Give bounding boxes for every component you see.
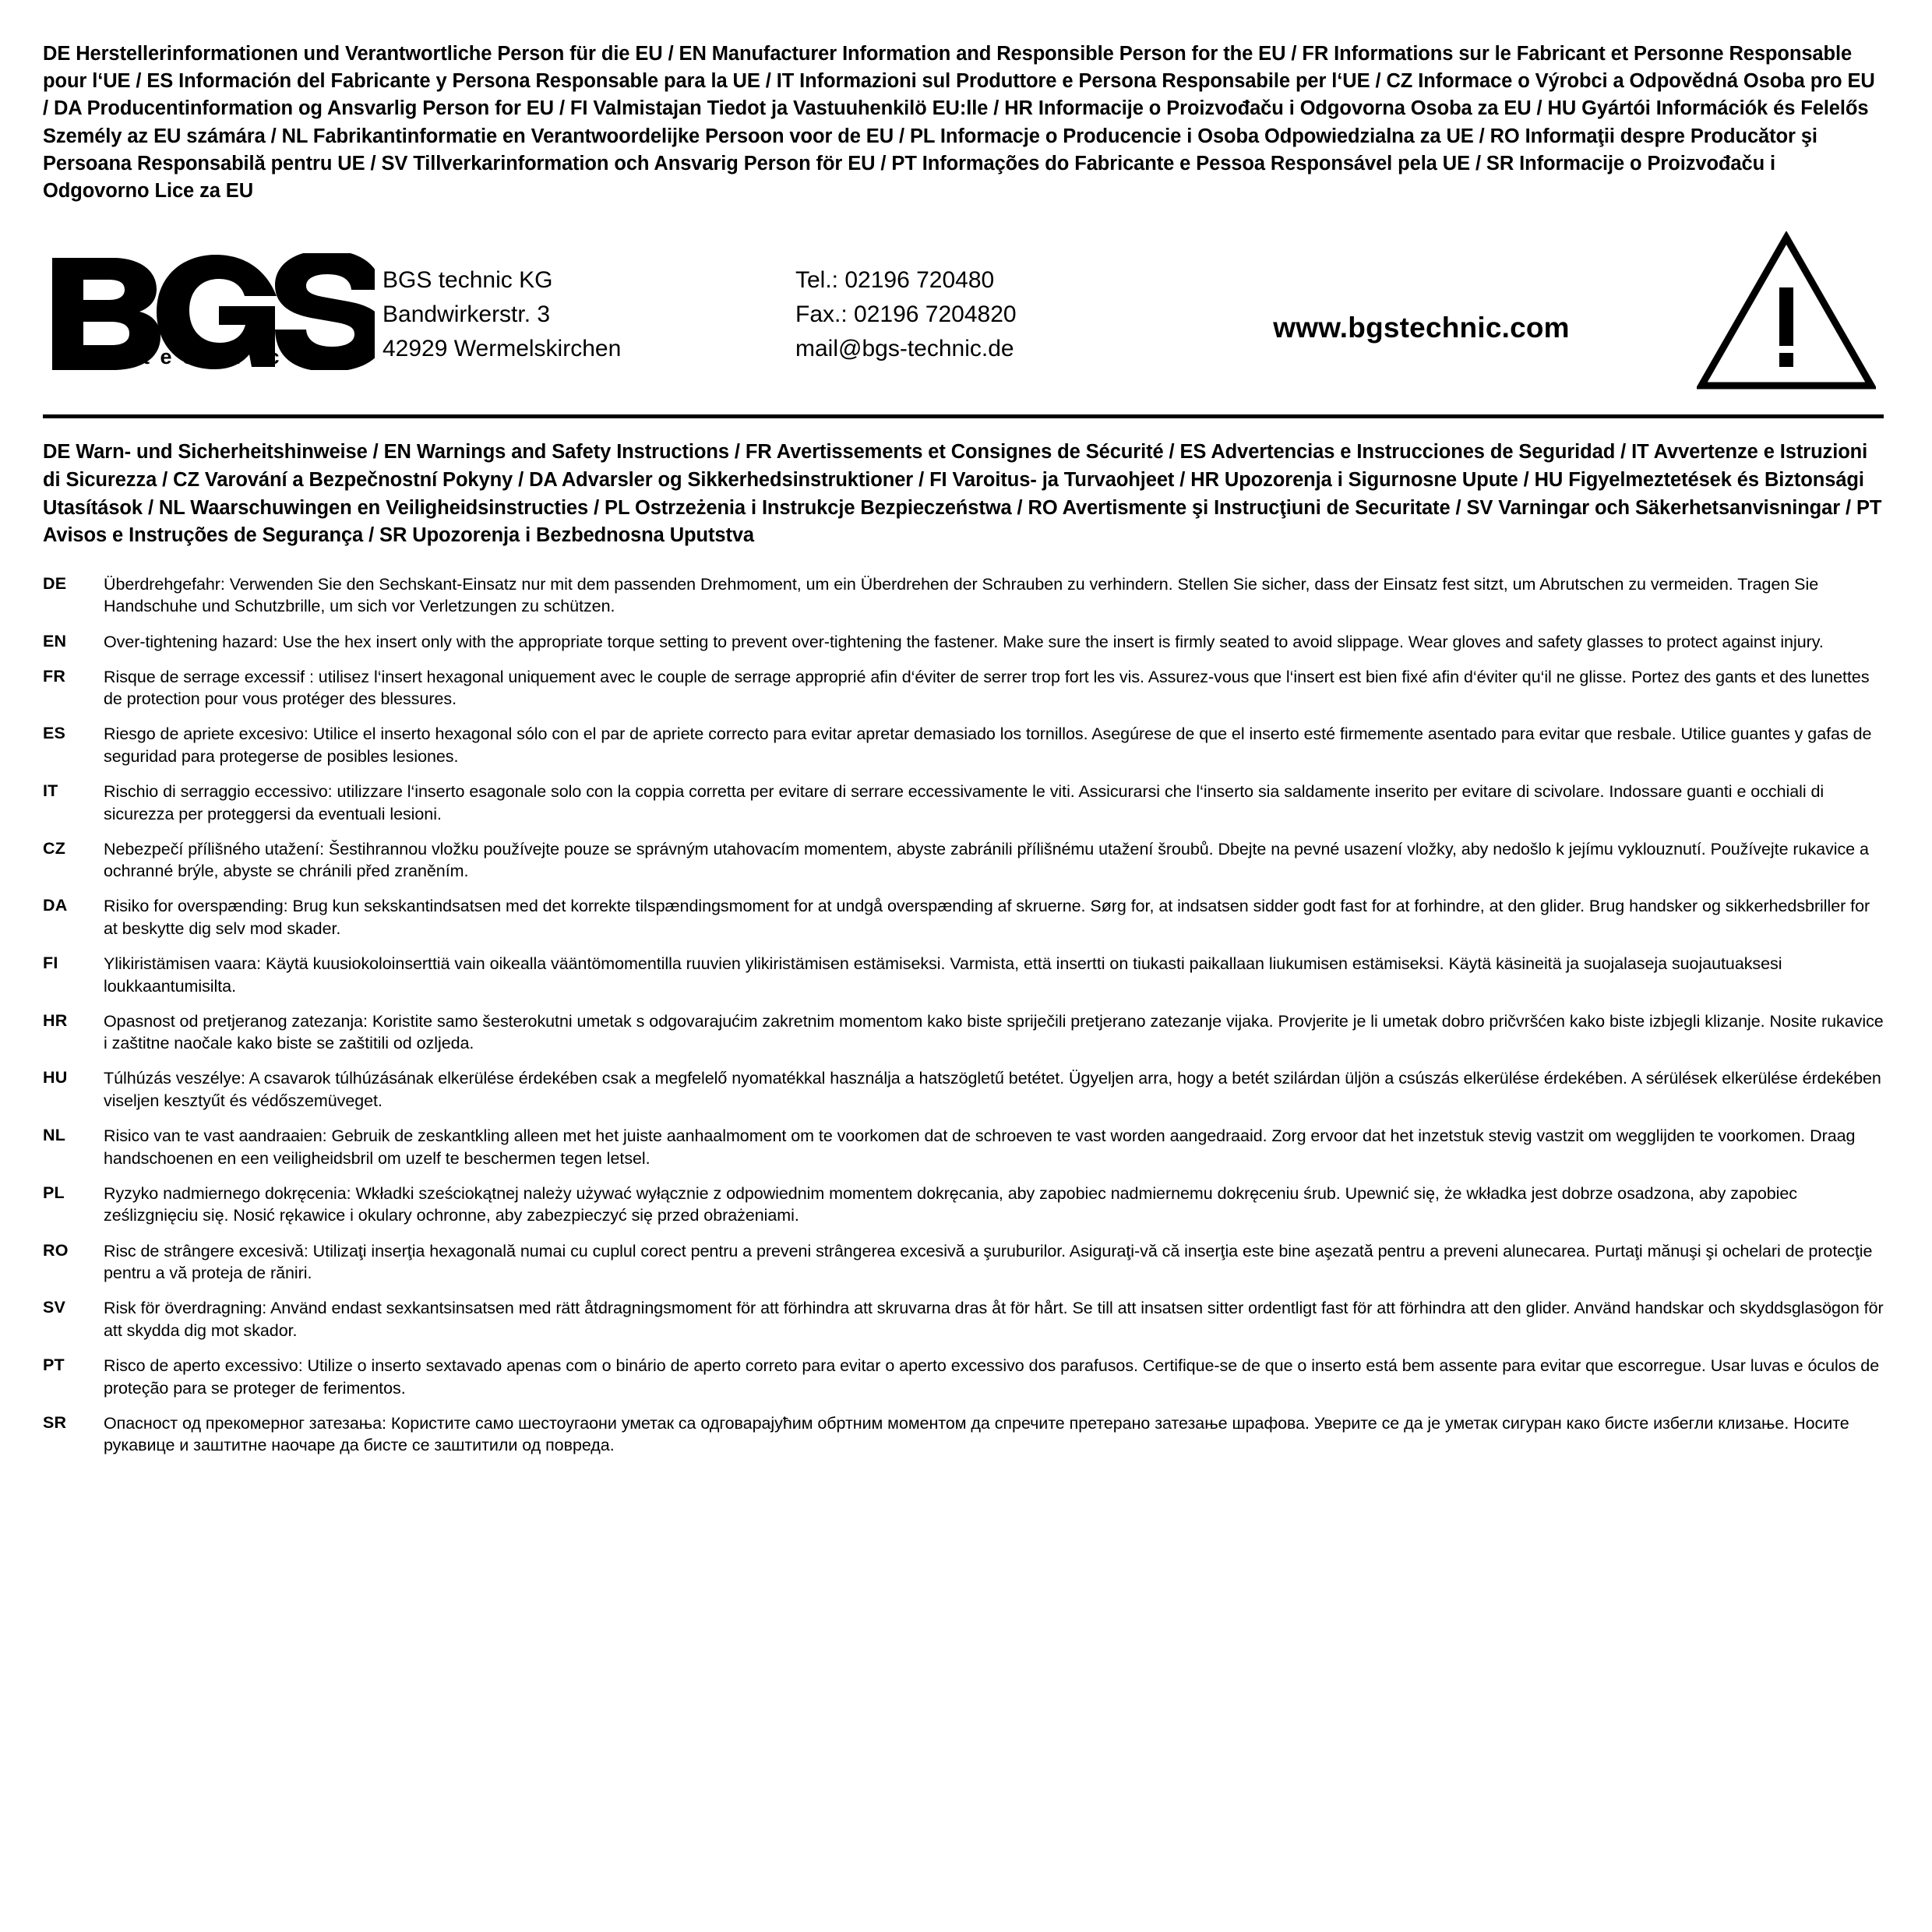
safety-entry-es xyxy=(43,723,1884,767)
safety-text: Risk för överdragning: Använd endast sexkantsinsatsen med rätt åtdragningsmoment för att förhindra att skruvarna dras åt för hårt. Se till att insatsen sitter ordentligt fast för att förhindra att den glider. Använd handskar och skyddsglasögon för att skydda dig mot skador. xyxy=(104,1299,1884,1340)
company-street: Bandwirkerstr. 3 xyxy=(383,301,551,327)
safety-entry-en xyxy=(43,631,1884,654)
safety-text: Überdrehgefahr: Verwenden Sie den Sechskant-Einsatz nur mit dem passenden Drehmoment, um ein Überdrehen der Schrauben zu verhindern. Stellen Sie sicher, dass der Einsatz fest sitzt, um Abrutschen zu vermeiden. Tragen Sie Handschuhe und Schutzbrille, um sich vor Verletzungen zu schützen. xyxy=(104,574,1819,616)
company-contact xyxy=(795,257,1162,365)
language-code: CZ xyxy=(43,838,66,858)
safety-text: Risco de aperto excessivo: Utilize o inserto sextavado apenas com o binário de aperto correto para evitar o aperto excessivo dos parafusos. Certifique-se de que o inserto está bem assente para evitar que escorregue. Usar luvas e óculos de proteção para se proteger de ferimentos. xyxy=(104,1356,1880,1398)
bgs-logo-graphic xyxy=(48,253,375,370)
safety-text: Risc de strângere excesivă: Utilizaţi inserţia hexagonală numai cu cuplul corect pentru a preveni strângerea excesivă a şuruburilor. Asiguraţi-vă că inserţia este bine aşezată pentru a preveni alunecarea. Purtaţi mănuşi şi ochelari de protecţie pentru a vă proteja de răniri. xyxy=(104,1241,1873,1283)
safety-text: Riesgo de apriete excesivo: Utilice el inserto hexagonal sólo con el par de apriete correcto para evitar apretar demasiado los tornillos. Asegúrese de que el inserto esté firmemente asentado para evitar que resbale. Utilice guantes y gafas de seguridad para protegerse de posibles lesiones. xyxy=(104,724,1872,766)
language-code: IT xyxy=(43,781,58,801)
language-code: DA xyxy=(43,896,68,915)
company-city: 42929 Wermelskirchen xyxy=(383,335,622,361)
manufacturer-info-heading: DE Herstellerinformationen und Verantwortliche Person für die EU / EN Manufacturer Information and Responsible Person for the EU / FR Informations sur le Fabricant et Personne Responsable pour l‘UE / ES Información del Fabricante y Persona Responsable para la UE / IT Informazioni sul Produttore e Persona Responsabile per l‘UE / CZ Informace o Výrobci a Odpovědná Osoba pro EU / DA Producentinformation og Ansvarlig Person for EU / FI Valmistajan Tiedot ja Vastuuhenkilö EU:lle / HR Informacije o Proizvođaču i Odgovorna Osoba za EU / HU Gyártói Információk és Felelős Személy az EU számára / NL Fabrikantinformatie en Verantwoordelijke Persoon voor de EU / PL Informacje o Producencie i Osoba Odpowiedzialna za UE / RO Informaţii despre Producător şi Persoana Responsabilă pentru UE / SV Tillverkarinformation och Ansvarig Person för EU / PT Informações do Fabricante e Pessoa Responsável pela UE / SR Informacije o Proizvođaču i Odgovorno Lice za EU xyxy=(43,43,1875,202)
language-code: SV xyxy=(43,1298,66,1317)
warning-triangle-graphic xyxy=(1697,231,1876,391)
safety-text: Rischio di serraggio eccessivo: utilizzare l‘inserto esagonale solo con la coppia corretta per evitare di serrare eccessivamente le viti. Assicurarsi che l‘inserto sia saldamente inserito per evitare di scivolare. Indossare guanti e occhiali di sicurezza per proteggersi da eventuali lesioni. xyxy=(104,782,1824,823)
safety-text: Opasnost od pretjeranog zatezanja: Koristite samo šesterokutni umetak s odgovarajućim zakretnim momentom kako biste spriječili pretjerano zatezanje vijaka. Provjerite je li umetak dobro pričvršćen kako biste izbjegli klizanje. Nosite rukavice i zaštitne naočale kako biste se zaštitili od ozljeda. xyxy=(104,1011,1884,1053)
safety-text: Risico van te vast aandraaien: Gebruik de zeskantkling alleen met het juiste aanhaalmoment om te voorkomen dat de schroeven te vast worden aangedraaid. Zorg ervoor dat het inzetstuk stevig vastzit om wegglijden te voorkomen. Draag handschoenen en een veiligheidsbril om uzelf te beschermen tegen letsel. xyxy=(104,1126,1856,1168)
safety-entry-pl xyxy=(43,1183,1884,1227)
safety-entry-hr xyxy=(43,1010,1884,1055)
bgs-logo xyxy=(43,253,383,370)
safety-text: Risque de serrage excessif : utilisez l‘insert hexagonal uniquement avec le couple de serrage approprié afin d‘éviter de serrer trop fort les vis. Assurez-vous que l‘insert est bien fixé afin d‘éviter qu‘il ne glisse. Portez des gants et des lunettes de protection pour vous protéger des blessures. xyxy=(104,667,1870,709)
language-code: HR xyxy=(43,1010,68,1030)
safety-text: Over-tightening hazard: Use the hex insert only with the appropriate torque setting to prevent over-tightening the fastener. Make sure the insert is firmly seated to avoid slippage. Wear gloves and safety glasses to protect against injury. xyxy=(104,632,1824,651)
company-website: www.bgstechnic.com xyxy=(1273,311,1570,344)
language-code: HU xyxy=(43,1068,68,1088)
safety-entry-it xyxy=(43,781,1884,825)
safety-entry-fi xyxy=(43,953,1884,997)
language-code: EN xyxy=(43,631,67,650)
safety-entry-cz xyxy=(43,838,1884,883)
safety-entry-pt xyxy=(43,1355,1884,1399)
language-code: NL xyxy=(43,1126,66,1145)
safety-entries-list xyxy=(43,573,1884,1457)
safety-text: Ylikiristämisen vaara: Käytä kuusiokoloinserttiä vain oikealla vääntömomentilla ruuvien ylikiristämisen estämiseksi. Varmista, että insertti on tiukasti paikallaan liukumisen estämiseksi. Käytä käsineitä ja suojalaseja suojautuaksesi loukkaantumisilta. xyxy=(104,954,1782,996)
safety-entry-da xyxy=(43,895,1884,940)
safety-text: Ryzyko nadmiernego dokręcenia: Wkładki sześciokątnej należy używać wyłącznie z odpowiednim momentem dokręcania, aby zapobiec nadmiernemu dokręceniu śrub. Upewnić się, że wkładka jest dobrze osadzona, aby zapobiec ześlizgnięciu się. Nosić rękawice i okulary ochronne, aby zabezpieczyć się przed obrażeniami. xyxy=(104,1183,1797,1225)
safety-entry-ro xyxy=(43,1240,1884,1285)
warning-triangle-icon xyxy=(1681,231,1884,391)
language-code: RO xyxy=(43,1240,69,1260)
language-code: PL xyxy=(43,1183,65,1202)
safety-text: Nebezpečí přílišného utažení: Šestihrannou vložku používejte pouze se správným utahovacím momentem, abyste zabránili přílišnému utažení šroubů. Dbejte na pevné usazení vložky, aby nedošlo k jejímu vyklouznutí. Používejte rukavice a ochranné brýle, abyste se chránili před zraněním. xyxy=(104,839,1869,881)
safety-entry-sv xyxy=(43,1297,1884,1341)
language-code: FR xyxy=(43,666,66,686)
language-code: PT xyxy=(43,1355,65,1374)
company-name: BGS technic KG xyxy=(383,266,553,293)
safety-entry-hu xyxy=(43,1067,1884,1112)
safety-entry-nl xyxy=(43,1125,1884,1169)
safety-text: Опасност од прекомерног затезања: Користите само шестоугаони уметак са одговарајућим обртним моментом да спречите претерано затезање шрафова. Уверите се да је уметак сигуран како бисте избегли клизање. Носите рукавице и заштитне наочаре да бисте се заштитили од повреда. xyxy=(104,1413,1849,1455)
company-email: mail@bgs-technic.de xyxy=(795,335,1014,361)
company-fax: Fax.: 02196 7204820 xyxy=(795,301,1017,327)
safety-entry-de xyxy=(43,573,1884,618)
safety-text: Túlhúzás veszélye: A csavarok túlhúzásának elkerülése érdekében csak a megfelelő nyomatékkal használja a hatszögletű betétet. Ügyeljen arra, hogy a betét szilárdan üljön a csúszás elkerülése érdekében. A sérülések elkerülése érdekében viseljen kesztyűt és védőszemüveget. xyxy=(104,1069,1881,1111)
company-address xyxy=(383,257,795,365)
company-header-band xyxy=(43,225,1884,418)
language-code: FI xyxy=(43,954,58,973)
svg-text:®: ® xyxy=(350,259,368,285)
safety-instructions-heading: DE Warn- und Sicherheitshinweise / EN Warnings and Safety Instructions / FR Avertissements et Consignes de Sécurité / ES Advertencias e Instrucciones de Seguridad / IT Avvertenze e Istruzioni di Sicurezza / CZ Varování a Bezpečnostní Pokyny / DA Advarsler og Sikkerhedsinstruktioner / FI Varoitus- ja Turvaohjeet / HR Upozorenja i Sigurnosne Upute / HU Figyelmeztetések és Biztonsági Utasítások / NL Waarschuwingen en Veiligheidsinstructies / PL Ostrzeżenia i Instrukcje Bezpieczeństwa / RO Avertismente şi Instrucţiuni de Securitate / SV Varningar och Säkerhetsanvisningar / PT Avisos e Instruções de Segurança / SR Upozorenja i Bezbednosna Uputstva xyxy=(43,441,1882,547)
safety-entry-fr xyxy=(43,666,1884,710)
safety-entry-sr xyxy=(43,1412,1884,1457)
language-code: SR xyxy=(43,1412,67,1432)
language-code: DE xyxy=(43,573,67,593)
svg-text:t e c h n i c: t e c h n i c xyxy=(143,344,282,368)
company-tel: Tel.: 02196 720480 xyxy=(795,266,995,293)
safety-text: Risiko for overspænding: Brug kun sekskantindsatsen med det korrekte tilspændingsmoment for at undgå overspænding af skruerne. Sørg for, at indsatsen sidder godt fast for at forhindre, at den glider. Brug handsker og sikkerhedsbriller for at beskytte dig selv mod skader. xyxy=(104,897,1870,938)
language-code: ES xyxy=(43,724,66,743)
